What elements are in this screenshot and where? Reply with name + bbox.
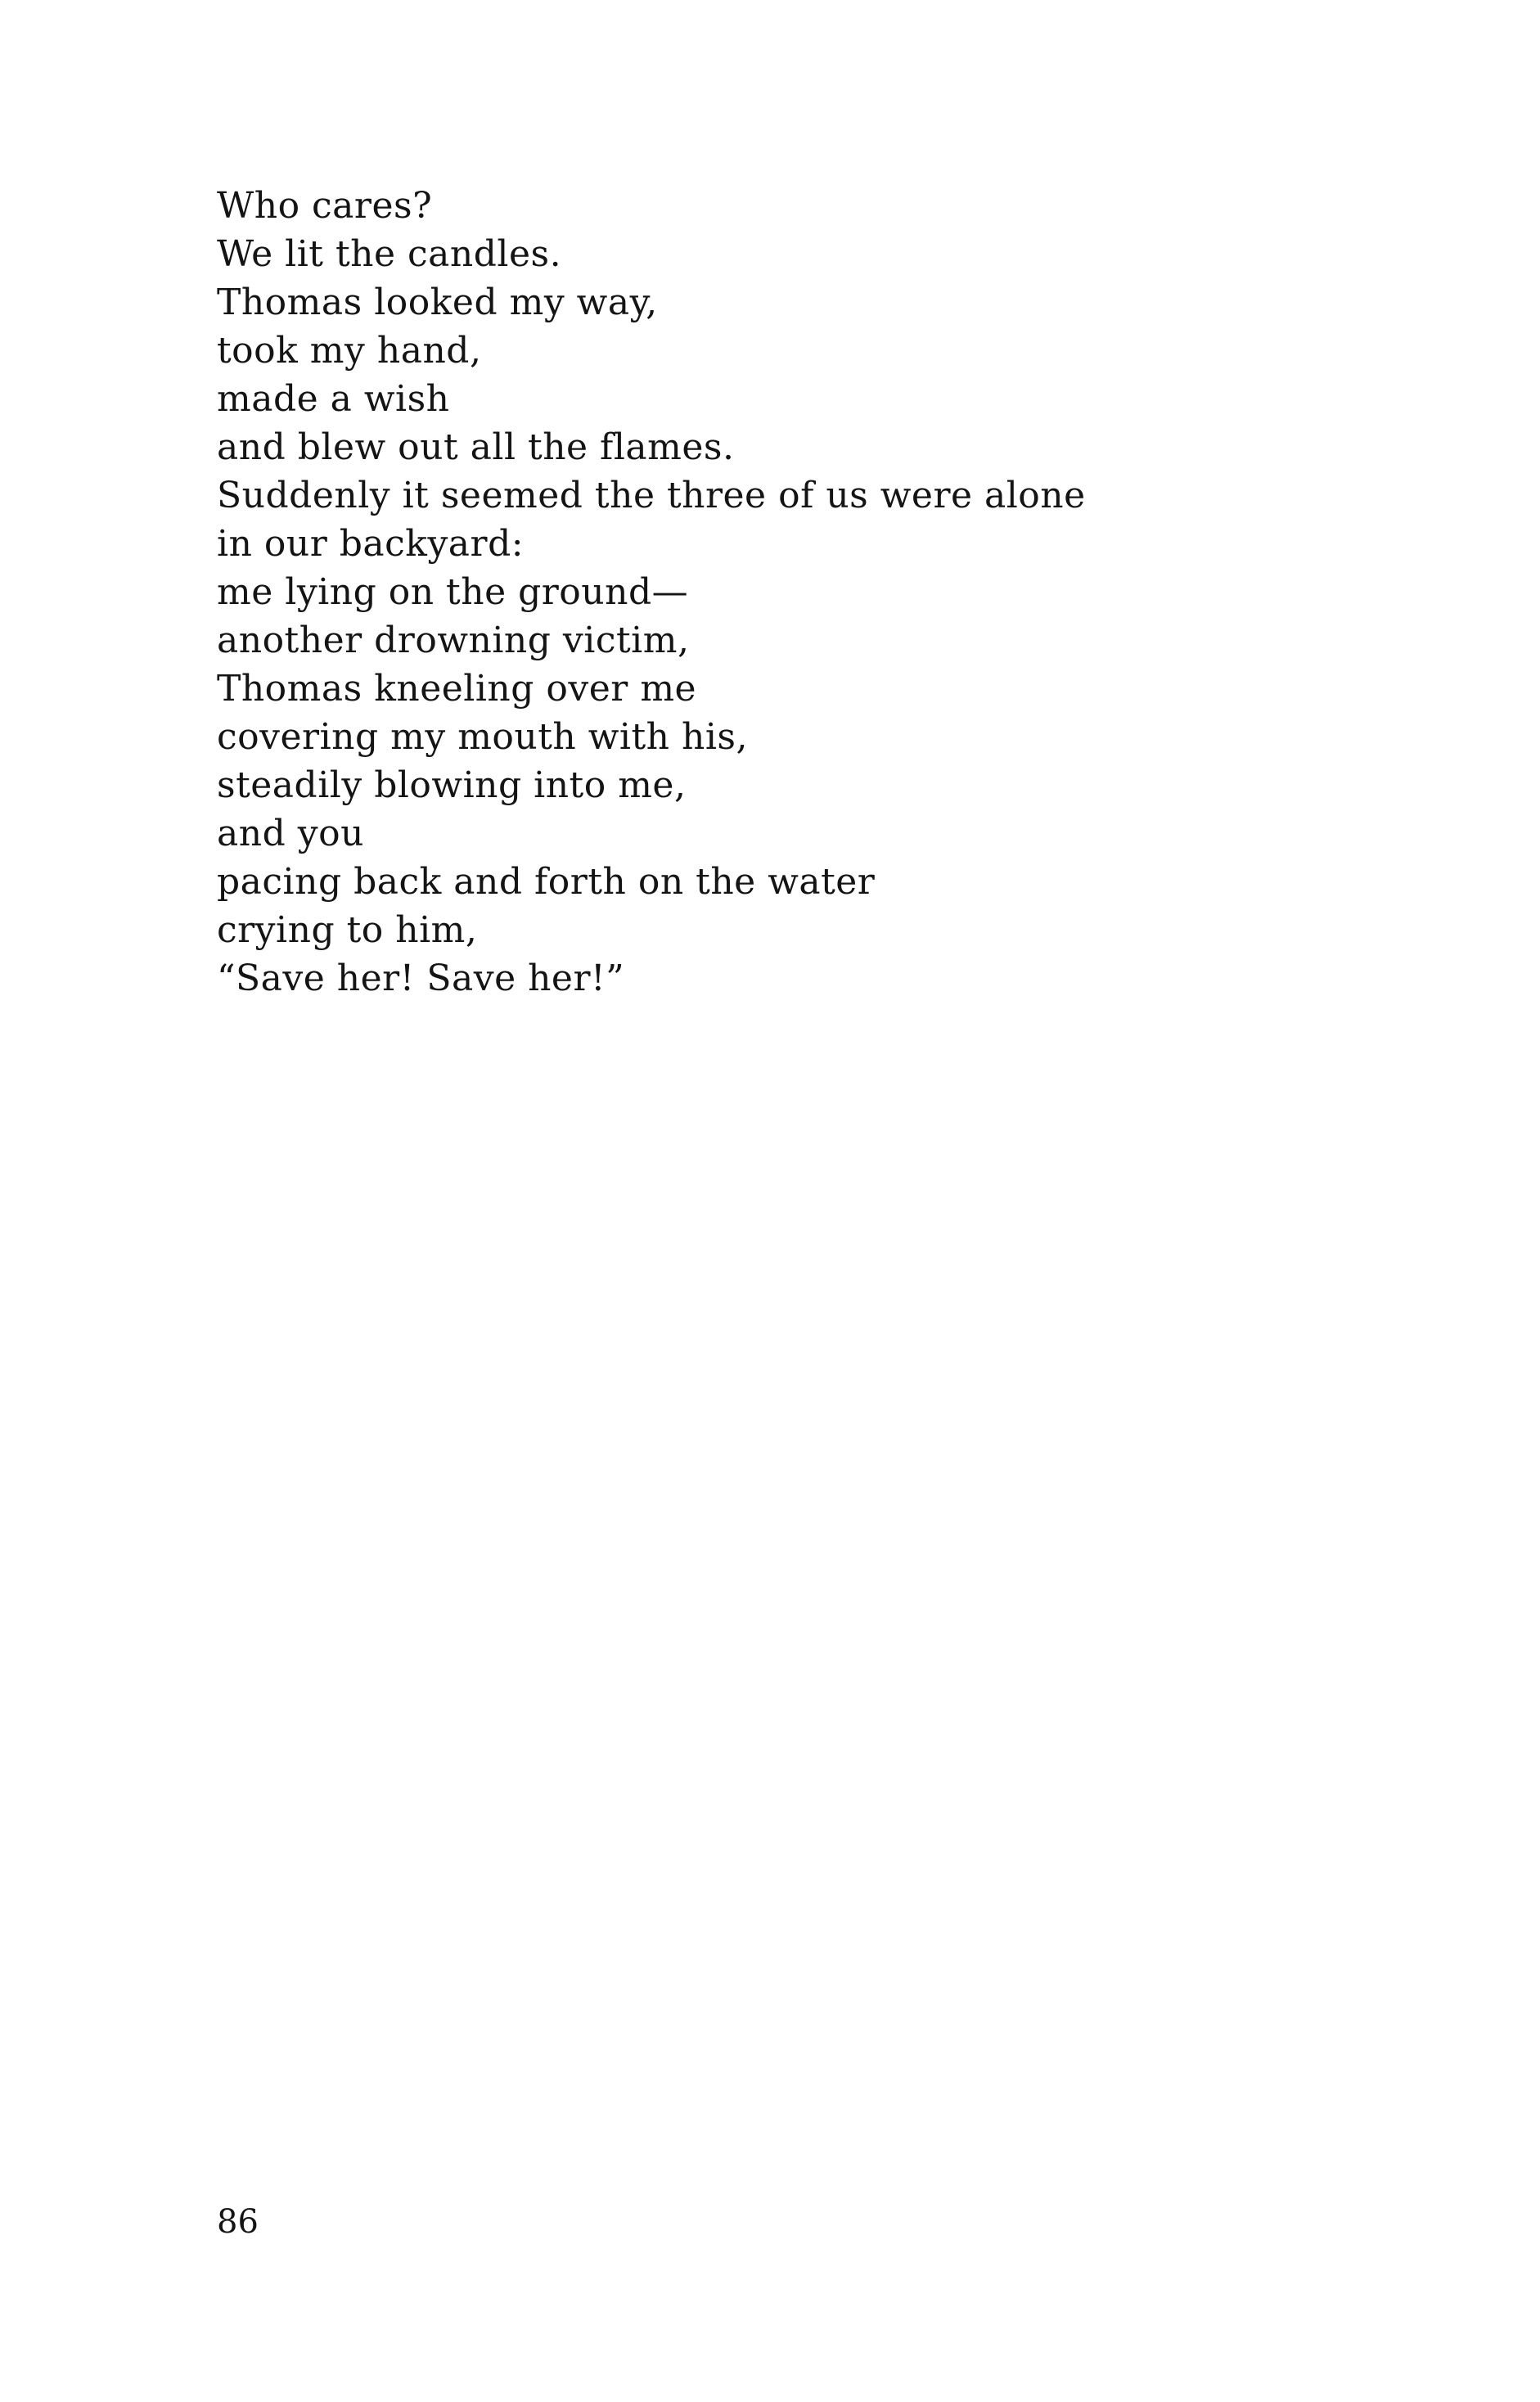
poem-line: We lit the candles. [217, 233, 562, 275]
poem-line: and you [217, 813, 364, 854]
poem-line: Thomas looked my way, [217, 282, 658, 323]
poem-line: and blew out all the flames. [217, 426, 735, 468]
poem-text [217, 182, 1086, 1003]
poem-line: took my hand, [217, 330, 482, 372]
poem-line: another drowning victim, [217, 620, 690, 661]
poem-line: steadily blowing into me, [217, 764, 687, 806]
poem-line: pacing back and forth on the water [217, 861, 876, 903]
poem-line: “Save her! Save her!” [217, 958, 625, 999]
page-number: 86 [217, 2203, 259, 2241]
poem-line: Who cares? [217, 185, 433, 227]
poem-line: Thomas kneeling over me [217, 668, 697, 710]
poem-line: made a wish [217, 378, 450, 420]
poem-line: me lying on the ground— [217, 571, 689, 613]
poem-line: Suddenly it seemed the three of us were alone [217, 475, 1086, 516]
poem-line: covering my mouth with his, [217, 716, 748, 758]
poem-line: crying to him, [217, 909, 478, 951]
poem-line: in our backyard: [217, 523, 525, 565]
